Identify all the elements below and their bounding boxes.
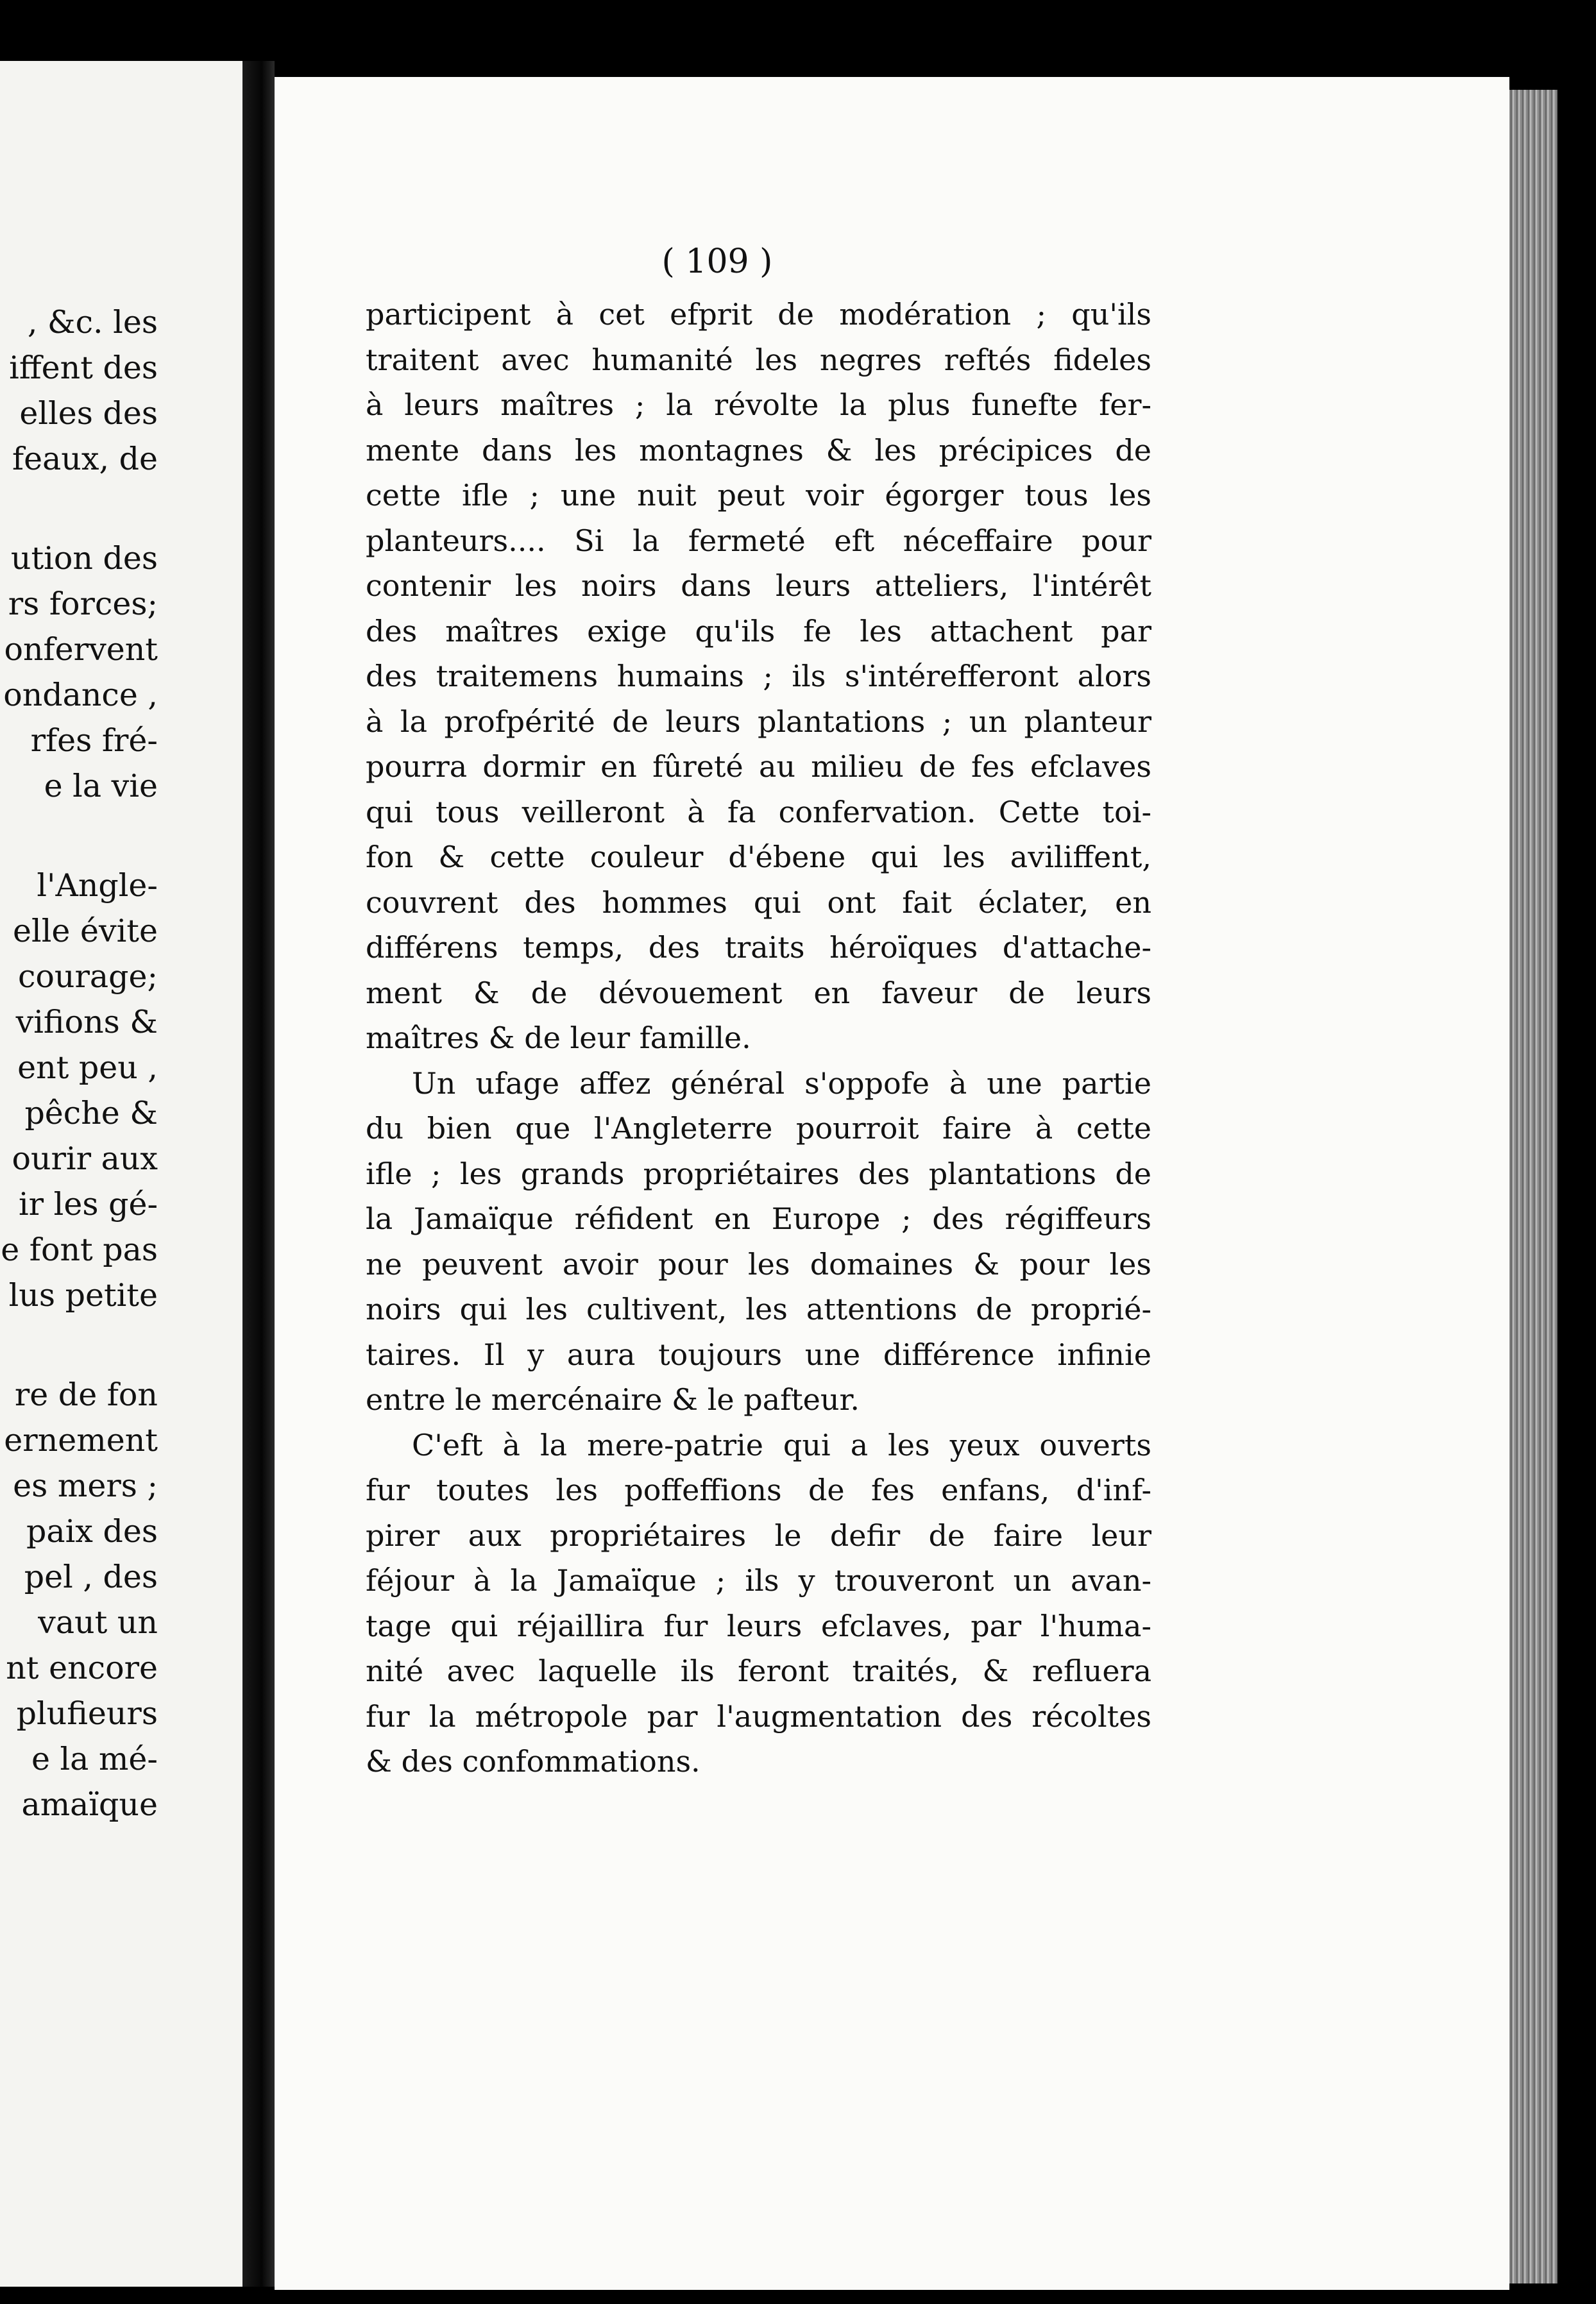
text-line: des maîtres exige qu'ils fe les attachent par <box>366 613 1151 648</box>
left-line: onfervent <box>4 631 158 668</box>
text-line: taires. Il y aura toujours une différence infinie <box>366 1337 1151 1372</box>
text-line: traitent avec humanité les negres reftés fideles <box>366 342 1151 377</box>
text-line: fur la métropole par l'augmentation des récoltes <box>366 1698 1151 1734</box>
left-line: e la mé- <box>31 1741 158 1777</box>
left-line: e font pas <box>1 1232 158 1268</box>
left-page-text <box>0 300 158 1827</box>
text-line: fur toutes les poffeffions de fes enfans, d'inf- <box>366 1473 1151 1507</box>
text-line: C'eft à la mere-patrie qui a les yeux ouverts <box>412 1427 1151 1462</box>
right-page <box>275 77 1509 2290</box>
left-line: plufieurs <box>16 1695 158 1732</box>
left-line: lus petite <box>8 1277 158 1314</box>
page-number: ( 109 ) <box>661 242 773 281</box>
text-line: planteurs.... Si la fermeté eft néceffaire pour <box>366 523 1151 558</box>
page-edges <box>1509 90 1558 2283</box>
left-line: , &c. les <box>27 304 158 341</box>
text-line: entre le mercénaire & le pafteur. <box>366 1382 860 1417</box>
text-line: & des confommations. <box>366 1744 700 1779</box>
text-line: participent à cet efprit de modération ; qu'ils <box>366 297 1151 332</box>
left-line: ution des <box>10 540 158 577</box>
text-line: la Jamaïque réfident en Europe ; des régiffeurs <box>366 1201 1151 1236</box>
left-line: pêche & <box>24 1095 158 1131</box>
left-page <box>0 61 242 2287</box>
left-line: rfes fré- <box>30 722 158 759</box>
paragraph-3 <box>366 1423 1151 1784</box>
text-line: ifle ; les grands propriétaires des plantations de <box>366 1156 1151 1191</box>
text-line: des traitemens humains ; ils s'intérefferont alors <box>366 659 1151 693</box>
text-line: contenir les noirs dans leurs atteliers, l'intérêt <box>366 568 1151 603</box>
text-line: différens temps, des traits héroïques d'attache- <box>366 930 1151 965</box>
left-line: e la vie <box>44 768 158 804</box>
text-line: nité avec laquelle ils feront traités, & refluera <box>366 1654 1151 1688</box>
paragraph-2 <box>366 1061 1151 1423</box>
left-line: es mers ; <box>13 1468 158 1504</box>
left-line: vifions & <box>15 1004 158 1040</box>
text-line: qui tous veilleront à fa confervation. Cette toi- <box>366 794 1151 829</box>
text-line: féjour à la Jamaïque ; ils y trouveront un avan- <box>366 1563 1151 1598</box>
left-line: paix des <box>26 1513 158 1550</box>
text-line: fon & cette couleur d'ébene qui les aviliffent, <box>366 840 1151 874</box>
text-line: du bien que l'Angleterre pourroit faire à cette <box>366 1111 1151 1146</box>
book-gutter <box>242 61 275 2287</box>
text-line: cette ifle ; une nuit peut voir égorger tous les <box>366 478 1151 512</box>
left-line: ernement <box>4 1422 158 1459</box>
left-line: nt encore <box>6 1650 158 1686</box>
left-line: iffent des <box>9 350 158 386</box>
text-line: pourra dormir en fûreté au milieu de fes efclaves <box>366 749 1151 784</box>
left-line: amaïque <box>21 1786 158 1823</box>
left-line: ondance , <box>3 677 158 713</box>
text-line: couvrent des hommes qui ont fait éclater, en <box>366 885 1151 920</box>
body-text <box>366 292 1151 1784</box>
left-line: courage; <box>17 958 158 995</box>
left-line: ir les gé- <box>19 1186 158 1223</box>
text-line: ment & de dévouement en faveur de leurs <box>366 975 1151 1010</box>
text-line: ne peuvent avoir pour les domaines & pour les <box>366 1246 1151 1282</box>
left-line: ent peu , <box>17 1049 158 1086</box>
left-line: re de fon <box>14 1376 158 1413</box>
left-line: pel , des <box>24 1559 158 1595</box>
left-line: rs forces; <box>8 586 158 622</box>
text-line: pirer aux propriétaires le defir de faire leur <box>366 1518 1151 1553</box>
left-line: vaut un <box>38 1604 158 1641</box>
text-line: à la profpérité de leurs plantations ; un planteur <box>366 704 1151 739</box>
text-line: mente dans les montagnes & les précipices de <box>366 432 1151 468</box>
left-line: elles des <box>19 395 158 432</box>
text-line: maîtres & de leur famille. <box>366 1021 751 1055</box>
text-line: noirs qui les cultivent, les attentions de proprié- <box>366 1292 1151 1326</box>
text-line: tage qui réjaillira fur leurs efclaves, par l'huma- <box>366 1608 1151 1643</box>
paragraph-1 <box>366 292 1151 1061</box>
text-line: à leurs maîtres ; la révolte la plus funefte fer- <box>366 387 1151 422</box>
left-line: feaux, de <box>12 441 158 477</box>
left-line: elle évite <box>13 913 158 949</box>
left-line: l'Angle- <box>37 867 158 904</box>
left-line: ourir aux <box>12 1140 158 1177</box>
text-line: Un ufage affez général s'oppofe à une partie <box>412 1065 1151 1101</box>
